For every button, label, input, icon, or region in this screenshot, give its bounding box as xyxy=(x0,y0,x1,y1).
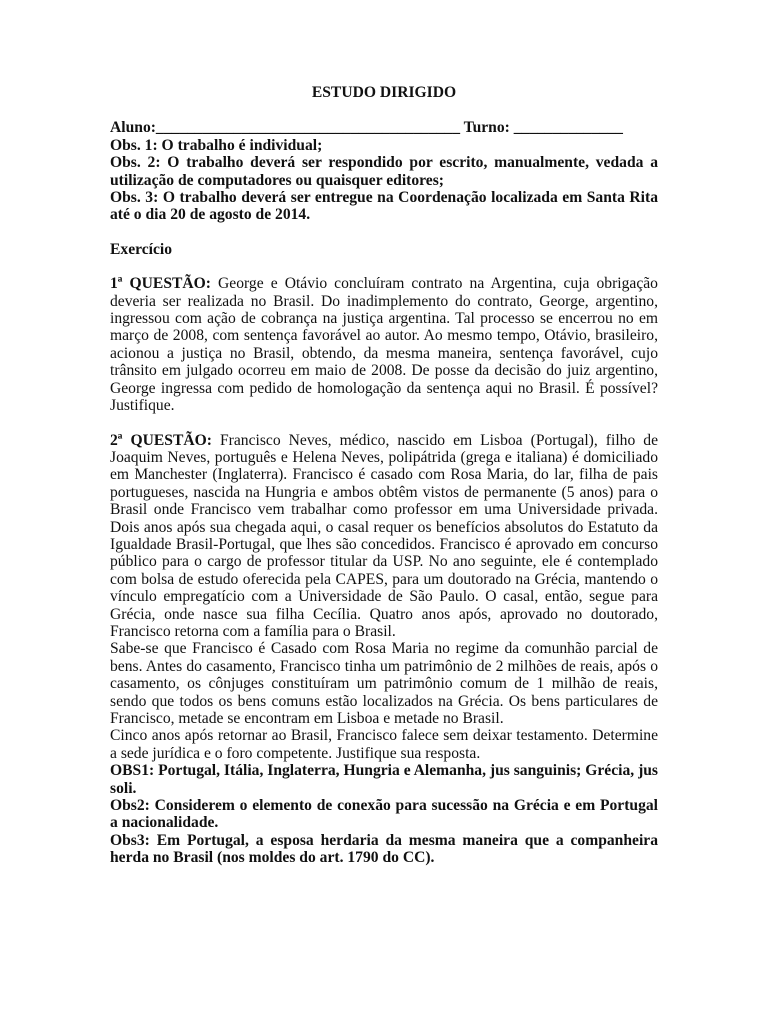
header-obs-2: Obs. 2: O trabalho deverá ser respondido por escrito, manualmente, vedada a utilização de computadores ou quaisquer editores; xyxy=(110,154,658,189)
question-2-obs-1: OBS1: Portugal, Itália, Inglaterra, Hungria e Alemanha, jus sanguinis; Grécia, jus soli. xyxy=(110,762,658,797)
question-2-label: 2ª QUESTÃO: xyxy=(110,431,212,449)
spacer xyxy=(110,224,658,241)
student-turn-line: Aluno:_______________________________________ Turno: ______________ xyxy=(110,119,623,137)
section-title: Exercício xyxy=(110,240,173,258)
document-title: ESTUDO DIRIGIDO xyxy=(311,84,457,101)
spacer xyxy=(110,258,658,275)
question-2 xyxy=(110,432,658,641)
question-2-paragraph-3: Cinco anos após retornar ao Brasil, Francisco falece sem deixar testamento. Determine a sede jurídica e o foro competente. Justifique sua resposta. xyxy=(110,727,658,762)
question-1 xyxy=(110,275,658,414)
question-2-paragraph-2: Sabe-se que Francisco é Casado com Rosa Maria no regime da comunhão parcial de bens. Antes do casamento, Francisco tinha um patrimônio de 2 milhões de reais, após o casamento, os cônjuges constituíram um patrimônio comum de 1 milhão de reais, sendo que todos os bens comuns estão localizados na Grécia. Os bens particulares de Francisco, metade se encontram em Lisboa e metade no Brasil. xyxy=(110,640,658,727)
question-1-text: George e Otávio concluíram contrato na Argentina, cuja obrigação deveria ser realizada no Brasil. Do inadimplemento do contrato, George, argentino, ingressou com ação de cobrança na justiça argentina. Tal processo se encerrou no em março de 2008, com sentença favorável ao autor. Ao mesmo tempo, Otávio, brasileiro, acionou a justiça no Brasil, obtendo, da mesma maneira, sentença favorável, cujo trânsito em julgado ocorreu em maio de 2008. De posse da decisão do juiz argentino, George ingressa com pedido de homologação da sentença aqui no Brasil. É possível? Justifique. xyxy=(110,275,658,415)
header-obs-3: Obs. 3: O trabalho deverá ser entregue na Coordenação localizada em Santa Rita até o dia 20 de agosto de 2014. xyxy=(110,189,658,224)
spacer xyxy=(110,415,658,432)
question-2-text: Francisco Neves, médico, nascido em Lisboa (Portugal), filho de Joaquim Neves, português e Helena Neves, polipátrida (grega e italiana) é domiciliado em Manchester (Inglaterra). Francisco é casado com Rosa Maria, do lar, filha de pais portugueses, nascida na Hungria e ambos obtêm vistos de permanente (5 anos) para o Brasil onde Francisco vem trabalhar como professor em uma Universidade privada. Dois anos após sua chegada aqui, o casal requer os benefícios absolutos do Estatuto da Igualdade Brasil-Portugal, que lhes são concedidos. Francisco é aprovado em concurso público para o cargo de professor titular da USP. No ano seguinte, ele é contemplado com bolsa de estudo oferecida pela CAPES, para um doutorado na Grécia, mantendo o vínculo empregatício com a Universidade de São Paulo. O casal, então, segue para Grécia, onde nasce sua filha Cecília. Quatro anos após, aprovado no doutorado, Francisco retorna com a família para o Brasil. xyxy=(110,431,659,640)
header-obs-1: Obs. 1: O trabalho é individual; xyxy=(110,136,323,154)
question-2-obs-3: Obs3: Em Portugal, a esposa herdaria da mesma maneira que a companheira herda no Brasil (nos moldes do art. 1790 do CC). xyxy=(110,831,658,867)
question-1-label: 1ª QUESTÃO: xyxy=(110,275,211,293)
question-2-obs-2: Obs2: Considerem o elemento de conexão para sucessão na Grécia e em Portugal a nacionalidade. xyxy=(110,797,658,832)
